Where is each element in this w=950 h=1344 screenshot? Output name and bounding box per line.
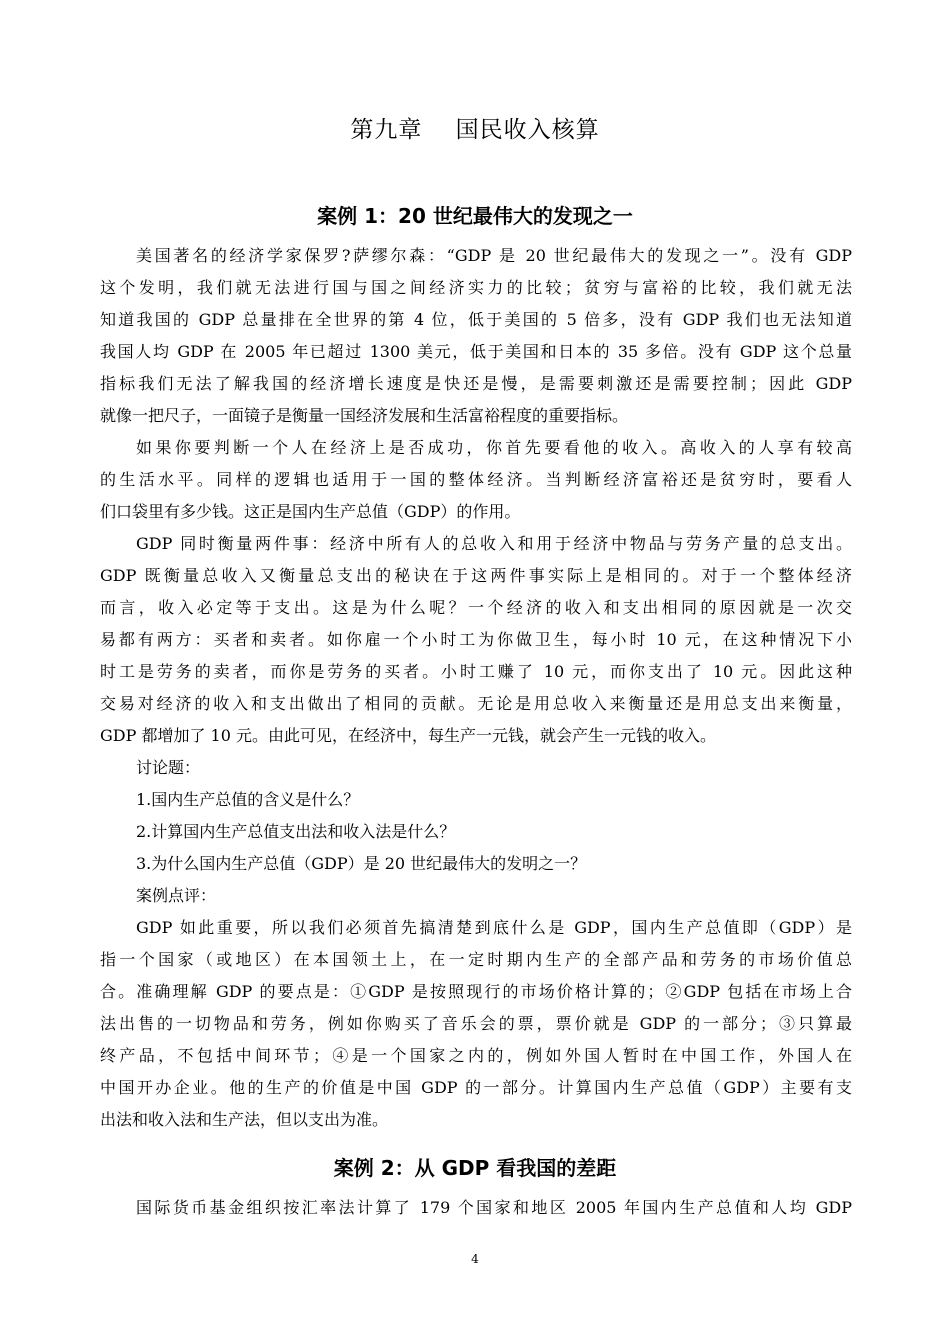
- paragraph-line: 指标我们无法了解我国的经济增长速度是快还是慢，是需要刺激还是需要控制；因此 GDP: [100, 374, 852, 393]
- case-1-body: [100, 240, 852, 1136]
- paragraph-line: 如果你要判断一个人在经济上是否成功，你首先要看他的收入。高收入的人享有较高: [136, 438, 852, 457]
- paragraph-line: GDP 都增加了 10 元。由此可见，在经济中，每生产一元钱，就会产生一元钱的收入。: [100, 726, 716, 745]
- discussion-question-3: 3.为什么国内生产总值（GDP）是 20 世纪最伟大的发明之一？: [136, 854, 587, 873]
- review-label: 案例点评：: [136, 886, 217, 905]
- paragraph-line: 这个发明，我们就无法进行国与国之间经济实力的比较；贫穷与富裕的比较，我们就无法: [100, 278, 852, 297]
- paragraph-line: 们口袋里有多少钱。这正是国内生产总值（GDP）的作用。: [100, 502, 521, 521]
- review-line: 出法和收入法和生产法，但以支出为准。: [100, 1110, 389, 1129]
- discussion-question-2: 2.计算国内生产总值支出法和收入法是什么？: [136, 822, 456, 841]
- paragraph-line: 时工是劳务的卖者，而你是劳务的买者。小时工赚了 10 元，而你支出了 10 元。因此这种: [100, 662, 852, 681]
- chapter-title: 第九章 国民收入核算: [350, 117, 600, 143]
- paragraph-line: 知道我国的 GDP 总量排在全世界的第 4 位，低于美国的 5 倍多，没有 GDP 我们也无法知道: [100, 310, 852, 329]
- case-1-title: 案例 1：20 世纪最伟大的发现之一: [317, 204, 633, 228]
- paragraph-line: 交易对经济的收入和支出做出了相同的贡献。无论是用总收入来衡量还是用总支出来衡量，: [100, 694, 852, 713]
- review-line: 中国开办企业。他的生产的价值是中国 GDP 的一部分。计算国内生产总值（GDP）主要有支: [100, 1078, 852, 1097]
- review-line: 终产品，不包括中间环节；④是一个国家之内的，例如外国人暂时在中国工作，外国人在: [100, 1046, 852, 1065]
- case-2-body: [100, 1192, 852, 1224]
- review-line: 法出售的一切物品和劳务，例如你购买了音乐会的票，票价就是 GDP 的一部分；③只算最: [100, 1014, 852, 1033]
- page-number: 4: [471, 1252, 479, 1266]
- paragraph-line: 的生活水平。同样的逻辑也适用于一国的整体经济。当判断经济富裕还是贫穷时，要看人: [100, 470, 852, 489]
- paragraph-line: 易都有两方：买者和卖者。如你雇一个小时工为你做卫生，每小时 10 元，在这种情况下小: [100, 630, 852, 649]
- paragraph-line: 我国人均 GDP 在 2005 年已超过 1300 美元，低于美国和日本的 35 多倍。没有 GDP 这个总量: [100, 342, 852, 361]
- paragraph-line: 就像一把尺子，一面镜子是衡量一国经济发展和生活富裕程度的重要指标。: [100, 406, 629, 425]
- review-line: 合。准确理解 GDP 的要点是：①GDP 是按照现行的市场价格计算的；②GDP 包括在市场上合: [100, 982, 852, 1001]
- paragraph-line: 而言，收入必定等于支出。这是为什么呢？一个经济的收入和支出相同的原因就是一次交: [100, 598, 852, 617]
- paragraph-line: 美国著名的经济学家保罗?萨缪尔森：“GDP 是 20 世纪最伟大的发现之一”。没有 GDP: [136, 246, 852, 265]
- paragraph-line: 国际货币基金组织按汇率法计算了 179 个国家和地区 2005 年国内生产总值和人均 GDP: [136, 1198, 852, 1217]
- review-line: GDP 如此重要，所以我们必须首先搞清楚到底什么是 GDP，国内生产总值即（GDP）是: [136, 918, 852, 937]
- case-2-title: 案例 2：从 GDP 看我国的差距: [333, 1156, 617, 1180]
- paragraph-line: GDP 既衡量总收入又衡量总支出的秘诀在于这两件事实际上是相同的。对于一个整体经济: [100, 566, 852, 585]
- paragraph-line: GDP 同时衡量两件事：经济中所有人的总收入和用于经济中物品与劳务产量的总支出。: [136, 534, 852, 553]
- review-line: 指一个国家（或地区）在本国领土上，在一定时期内生产的全部产品和劳务的市场价值总: [100, 950, 852, 969]
- discussion-question-1: 1.国内生产总值的含义是什么？: [136, 790, 360, 809]
- discussion-label: 讨论题：: [136, 758, 201, 777]
